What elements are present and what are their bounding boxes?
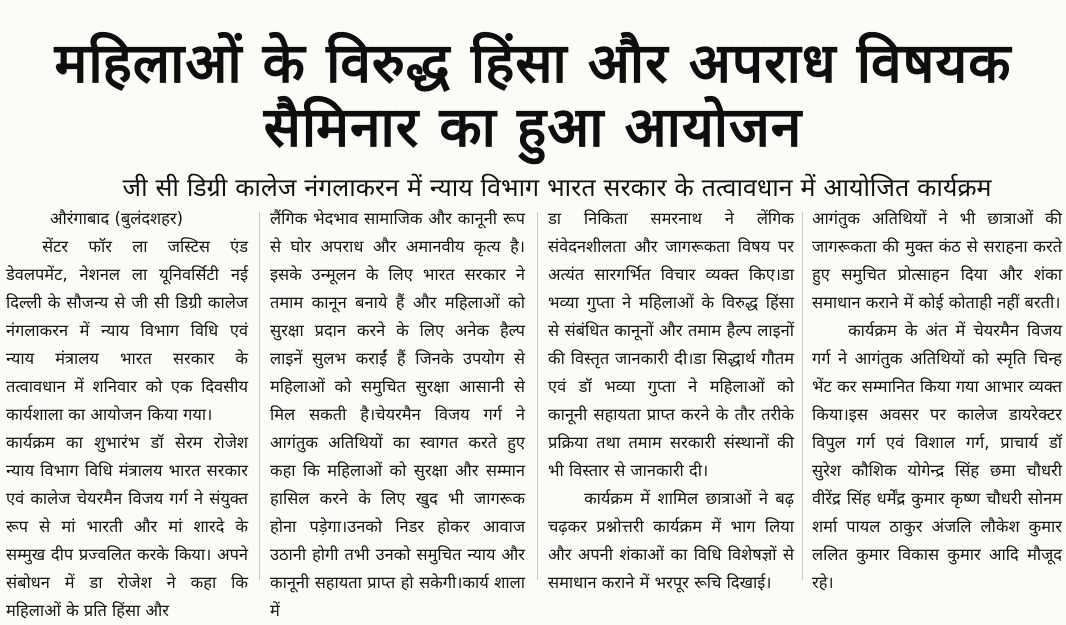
column-divider [802,212,803,580]
article-column-3 [548,205,794,592]
paragraph: आगंतुक अतिथियों ने भी छात्राओं की जागरूकता की मुक्त कंठ से सराहना करते हुए समुचित प्रोत्साहन दिया और शंका समाधान कराने में कोई कोताही नहीं बरती। [812,209,1062,312]
paragraph: कार्यक्रम का शुभारंभ डॉ सेरम रोजेश न्याय विभाग विधि मंत्रालय भारत सरकार एवं कालेज चेयरमैन विजय गर्ग ने संयुक्त रूप से मां भारती और मां शारदे के सम्मुख दीप प्रज्वलित करके किया। अपने संबोधन में डा रोजेश ने कहा कि महिलाओं के प्रति हिंसा और [6,433,248,620]
article-column-4 [812,205,1062,592]
paragraph: कार्यक्रम में शामिल छात्राओं ने बढ़ चढ़कर प्रश्नोत्तरी कार्यक्रम में भाग लिया और अपनी शंकाओं का विधि विशेषज्ञों से समाधान कराने में भरपूर रूचि दिखाई। [548,489,794,592]
paragraph: कार्यक्रम के अंत में चेयरमैन विजय गर्ग ने आगंतुक अतिथियों को स्मृति चिन्ह भेंट कर सम्मानित किया गया आभार व्यक्त किया।इस अवसर पर कालेज डायरेक्टर विपुल गर्ग एवं विशाल गर्ग, प्राचार्य डॉ सुरेश कौशिक योगेन्द्र सिंह छमा चौधरी वीरेंद्र सिंह धर्मेंद्र कुमार कृष्ण चौधरी सोनम शर्मा पायल ठाकुर अंजलि लौकेश कुमार ललित कुमार विकास कुमार आदि मौजूद रहे। [812,321,1062,592]
paragraph: सेंटर फॉर ला जस्टिस एंड डेवलपमेंट, नेशनल ला यूनिवर्सिटी नई दिल्ली के सौजन्य से जी सी डिग्री कालेज नंगलाकरन में न्याय विभाग विधि एवं न्याय मंत्रालय भारत सरकार के तत्वावधान में शनिवार को एक दिवसीय कार्यशाला का आयोजन किया गया। [6,237,248,424]
article-column-1 [6,205,248,620]
paragraph: डा निकिता समरनाथ ने लेंगिक संवेदनशीलता और जागरूकता विषय पर अत्यंत सारगर्भित विचार व्यक्त किए।डा भव्या गुप्ता ने महिलाओं के विरुद्ध हिंसा से संबंधित कानूनों और तमाम हैल्प लाइनों की विस्तृत जानकारी दी।डा सिद्धार्थ गौतम एवं डॉ भव्या गुप्ता ने महिलाओं को कानूनी सहायता प्राप्त करने के तौर तरीके प्रक्रिया तथा तमाम सरकारी संस्थानों की भी विस्तार से जानकारी दी। [548,209,794,480]
subheadline: जी सी डिग्री कालेज नंगलाकरन में न्याय विभाग भारत सरकार के तत्वावधान में आयोजित कार्यक्रम [122,173,992,202]
article-column-2 [270,205,525,620]
dateline: औरंगाबाद (बुलंदशहर) [50,209,183,228]
column-divider [259,212,260,580]
headline-line-1: महिलाओं के विरुद्ध हिंसा और अपराध विषयक [54,31,1012,95]
paragraph: लैंगिक भेदभाव सामाजिक और कानूनी रूप से घोर अपराध और अमानवीय कृत्य है। इसके उन्मूलन के लिए भारत सरकार ने तमाम कानून बनाये हैं और महिलाओं को सुरक्षा प्रदान करने के लिए अनेक हैल्प लाइनें सुलभ कराईं हैं जिनके उपयोग से महिलाओं को समुचित सुरक्षा आसानी से मिल सकती है।चेयरमैन विजय गर्ग ने आगंतुक अतिथियों का स्वागत करते हुए कहा कि महिलाओं को सुरक्षा और सम्मान हासिल करने के लिए खुद भी जागरूक होना पड़ेगा।उनको निडर होकर आवाज उठानी होगी तभी उनको समुचित न्याय और कानूनी सहायता प्राप्त हो सकेगी।कार्य शाला में [270,209,525,620]
column-divider [537,212,538,580]
headline-line-2: सैमिनार का हुआ आयोजन [263,95,803,159]
